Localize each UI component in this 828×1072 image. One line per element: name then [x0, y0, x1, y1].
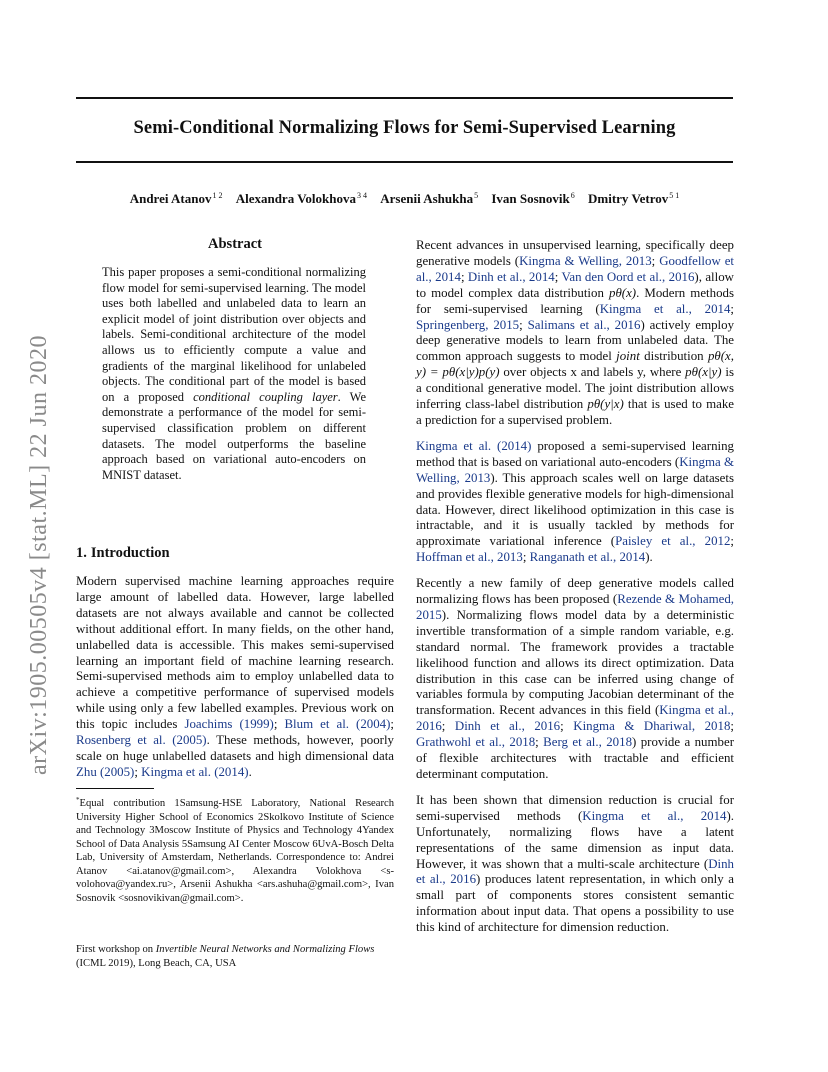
citation-link[interactable]: Van den Oord et al., 2016: [561, 269, 695, 284]
citation-link[interactable]: Rosenberg et al. (2005): [76, 733, 207, 748]
citation-link[interactable]: Blum et al. (2004): [284, 717, 391, 732]
author: Andrei Atanov$^{1 2}$: [129, 191, 223, 206]
citation-link[interactable]: Joachims (1999): [184, 717, 274, 732]
title-rule-top: [76, 97, 733, 99]
arxiv-stamp: arXiv:1905.00505v4 [stat.ML] 22 Jun 2020: [26, 335, 52, 775]
author: Dmitry Vetrov$^{5 1}$: [588, 191, 680, 206]
workshop-note: First workshop on Invertible Neural Networks and Normalizing Flows (ICML 2019), Long Beach, CA, USA: [76, 944, 375, 969]
citation-link[interactable]: Kingma et al. (2014): [141, 764, 249, 779]
section-heading-introduction: 1. Introduction: [76, 545, 170, 561]
citation-link[interactable]: Hoffman et al., 2013: [416, 550, 523, 565]
citation-link[interactable]: Goodfellow et al., 2014: [416, 253, 734, 284]
citation-link[interactable]: Dinh et al., 2016: [416, 856, 734, 887]
citation-link[interactable]: Kingma & Welling, 2013: [519, 253, 652, 268]
footnote-rule: [76, 788, 154, 789]
right-column: [416, 238, 734, 946]
author: Arsenii Ashukha$^5$: [380, 191, 479, 206]
author-list: [76, 191, 733, 207]
citation-link[interactable]: Dinh et al., 2016: [454, 719, 561, 734]
citation-link[interactable]: Rezende & Mohamed, 2015: [416, 592, 734, 622]
citation-link[interactable]: Paisley et al., 2012: [615, 534, 731, 549]
citation-link[interactable]: Springenberg, 2015: [416, 317, 520, 332]
paragraph: It has been shown that dimension reduction is crucial for semi-supervised methods (Kingma et al., 2014). Unfortunately, normalizing flows have a latent representations of the same dimension as input data. However, it was shown that a multi-scale architecture (Dinh et al., 2016) produces latent representation, in which only a small part of components stores consistent semantic information about input data. That opens a possibility to use this kind of architecture for dimension reduction.: [416, 792, 735, 935]
citation-link[interactable]: Kingma et al., 2014: [599, 301, 731, 316]
footnote: *Equal contribution 1Samsung-HSE Laboratory, National Research University Higher School of Economics 2Skolkovo Institute of Science and Technology 3Moscow Institute of Physics and Technology 4Yandex School of Data Analysis 5Samsung AI Center Moscow 6UvA-Bosch Delta Lab, University of Amsterdam, Netherlands. Correspondence to: Andrei Atanov <ai.atanov@gmail.com>, Alexandra Volokhova <s-volohova@yandex.ru>, Arsenii Ashukha <ars.ashuha@gmail.com>, Ivan Sosnovik <sosnovikivan@gmail.com>.: [76, 796, 394, 904]
title-rule-bottom: [76, 161, 733, 163]
paper-title: Semi-Conditional Normalizing Flows for Semi-Supervised Learning: [133, 118, 676, 138]
citation-link[interactable]: Kingma et al., 2014: [582, 808, 727, 823]
author: Ivan Sosnovik$^6$: [491, 191, 575, 206]
citation-link[interactable]: Zhu (2005): [76, 764, 135, 779]
citation-link[interactable]: Ranganath et al., 2014: [529, 550, 646, 565]
paragraph: Kingma et al. (2014) proposed a semi-supervised learning method that is based on variational auto-encoders (Kingma & Welling, 2013). This approach scales well on large datasets and provides flexible generative models for high-dimensional data. However, direct likelihood optimization in this case is intractable, and it is usually tackled by methods for approximate variational inference (Paisley et al., 2012; Hoffman et al., 2013; Ranganath et al., 2014).: [416, 438, 734, 565]
citation-link[interactable]: Kingma & Welling, 2013: [416, 454, 734, 485]
paragraph: Recent advances in unsupervised learning, specifically deep generative models (Kingma & Welling, 2013; Goodfellow et al., 2014; Dinh et al., 2014; Van den Oord et al., 2016), allow to model complex data distribution pθ(x). Modern methods for semi-supervised learning (Kingma et al., 2014; Springenberg, 2015; Salimans et al., 2016) actively employ deep generative models to learn from unlabeled data. The common approach suggests to model joint distribution pθ(x, y) = pθ(x|y)p(y) over objects x and labels y, where pθ(x|y) is a conditional generative model. The joint distribution allows inferring class-label distribution pθ(y|x) that is used to make a prediction for a supervised problem.: [416, 238, 735, 427]
citation-link[interactable]: Kingma et al., 2016: [416, 703, 734, 734]
author: Alexandra Volokhova$^{3 4}$: [235, 191, 367, 206]
citation-link[interactable]: Berg et al., 2018: [543, 735, 633, 750]
citation-link[interactable]: Kingma & Dhariwal, 2018: [573, 719, 731, 734]
citation-link[interactable]: Kingma et al. (2014): [416, 438, 532, 453]
citation-link[interactable]: Grathwohl et al., 2018: [416, 735, 536, 750]
citation-link[interactable]: Dinh et al., 2014: [467, 269, 555, 284]
intro-paragraph: Modern supervised machine learning approaches require large amount of labelled data. However, large labelled datasets are not always available and cannot be collected without additional effort. In many fields, on the other hand, unlabelled data is accessible. This makes semi-supervised learning an important field of machine learning research. Semi-supervised methods aim to employ unlabelled data to achieve a competitive performance of supervised models while using only a few labelled examples. Previous work on this topic includes Joachims (1999); Blum et al. (2004); Rosenberg et al. (2005). These methods, however, poorly scale on huge unlabelled datasets and high dimensional data Zhu (2005); Kingma et al. (2014).: [76, 574, 394, 779]
emphasis: conditional coupling layer: [193, 389, 338, 404]
abstract-heading: Abstract: [208, 236, 262, 252]
paragraph: Recently a new family of deep generative models called normalizing flows has been proposed (Rezende & Mohamed, 2015). Normalizing flows model data by a deterministic invertible transformation of a simple random variable, e.g. standard normal. The framework provides a tractable likelihood function and allows its direct optimization. Data distribution in this case can be inferred using change of variables formula by computing Jacobian determinant of the transformation. Recent advances in this field (Kingma et al., 2016; Dinh et al., 2016; Kingma & Dhariwal, 2018; Grathwohl et al., 2018; Berg et al., 2018) provide a number of flexible architectures with tractable and efficient determinant computation.: [416, 576, 734, 781]
abstract-body: This paper proposes a semi-conditional normalizing flow model for semi-supervised learning. The model uses both labelled and unlabeled data to learn an explicit model of joint distribution over objects and labels. Semi-conditional architecture of the model allows us to efficiently compute a value and gradients of the marginal likelihood for unlabeled objects. The conditional part of the model is based on a proposed conditional coupling layer. We demonstrate a performance of the model for semi-supervised classification problem on different datasets. The model outperforms the baseline approach based on variational auto-encoders on MNIST dataset.: [102, 265, 366, 482]
citation-link[interactable]: Salimans et al., 2016: [527, 317, 641, 332]
